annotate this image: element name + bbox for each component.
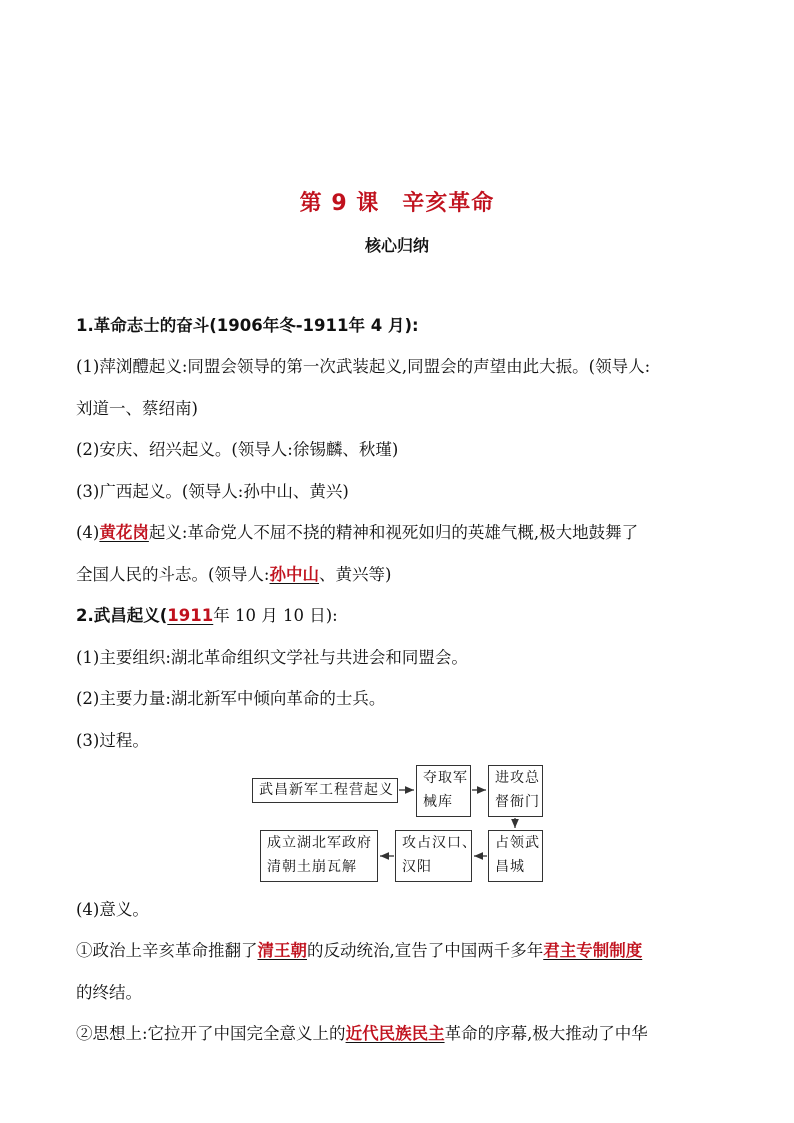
- item-1-4-prefix: (4): [76, 523, 100, 542]
- significance-2-suffix: 革命的序幕,极大推动了中华: [444, 1024, 648, 1043]
- flow-step-attack-yamen-line2: 督衙门: [495, 794, 540, 810]
- lesson-title: 第 9 课 辛亥革命: [299, 191, 495, 216]
- flow-step-armory-line2: 械库: [423, 794, 453, 810]
- item-2-1: (1)主要组织:湖北革命组织文学社与共进会和同盟会。: [76, 648, 468, 667]
- significance-1-prefix: ①政治上辛亥革命推翻了: [76, 941, 258, 960]
- flow-step-occupy-wuchang-line2: 昌城: [495, 859, 525, 875]
- item-1-4-cont-suffix: 、黄兴等): [319, 565, 392, 584]
- answer-autocracy: 君主专制制度: [543, 941, 643, 960]
- flow-step-armory-line1: 夺取军: [423, 770, 468, 786]
- flow-step-armory: [416, 765, 471, 817]
- flow-step-occupy-wuchang-line1: 占领武: [495, 835, 540, 851]
- section-2-heading-prefix: 2.武昌起义(: [76, 606, 168, 625]
- flow-step-capture-hankou-line2: 汉阳: [402, 859, 432, 875]
- significance-1-cont: 的终结。: [76, 983, 142, 1002]
- item-1-1: (1)萍浏醴起义:同盟会领导的第一次武装起义,同盟会的声望由此大振。(领导人:: [76, 357, 651, 376]
- answer-huanghuagang: 黄花岗: [99, 523, 149, 542]
- section-2-heading-suffix: 年 10 月 10 日):: [213, 606, 338, 625]
- item-1-4-cont: [76, 563, 736, 587]
- item-1-4-text: 起义:革命党人不屈不挠的精神和视死如归的英雄气概,极大地鼓舞了: [148, 523, 639, 542]
- flow-step-occupy-wuchang: [488, 830, 543, 882]
- section-2-heading: [76, 604, 736, 628]
- flow-step-capture-hankou-line1: 攻占汉口、: [402, 835, 477, 851]
- answer-1911: 1911: [167, 606, 214, 625]
- significance-2-prefix: ②思想上:它拉开了中国完全意义上的: [76, 1024, 346, 1043]
- item-2-2: (2)主要力量:湖北新军中倾向革命的士兵。: [76, 689, 386, 708]
- item-1-3: (3)广西起义。(领导人:孙中山、黄兴): [76, 482, 349, 501]
- flow-step-military-government: [260, 830, 378, 882]
- item-1-1-cont: 刘道一、蔡绍南): [76, 399, 198, 418]
- item-1-4-cont-prefix: 全国人民的斗志。(领导人:: [76, 565, 270, 584]
- answer-qing-dynasty: 清王朝: [257, 941, 307, 960]
- item-2-3: (3)过程。: [76, 731, 149, 750]
- significance-1-mid: 的反动统治,宣告了中国两千多年: [307, 941, 544, 960]
- item-1-4: [76, 521, 736, 545]
- answer-national-democratic: 近代民族民主: [345, 1024, 445, 1043]
- flow-step-uprising: [252, 778, 398, 803]
- answer-sun-zhongshan: 孙中山: [269, 565, 319, 584]
- flow-step-military-government-line1: 成立湖北军政府: [267, 835, 372, 851]
- significance-1: [76, 939, 736, 963]
- flow-step-attack-yamen-line1: 进攻总: [495, 770, 540, 786]
- flow-step-capture-hankou: [395, 830, 477, 882]
- flow-step-military-government-line2: 清朝土崩瓦解: [267, 859, 357, 875]
- significance-2: [76, 1022, 736, 1046]
- flow-step-attack-yamen: [488, 765, 543, 817]
- section-subtitle: 核心归纳: [364, 236, 429, 255]
- flow-step-uprising-label: 武昌新军工程营起义: [259, 782, 394, 798]
- section-1-heading: 1.革命志士的奋斗(1906年冬-1911年 4 月):: [76, 316, 419, 335]
- item-2-4: (4)意义。: [76, 900, 149, 919]
- item-1-2: (2)安庆、绍兴起义。(领导人:徐锡麟、秋瑾): [76, 440, 399, 459]
